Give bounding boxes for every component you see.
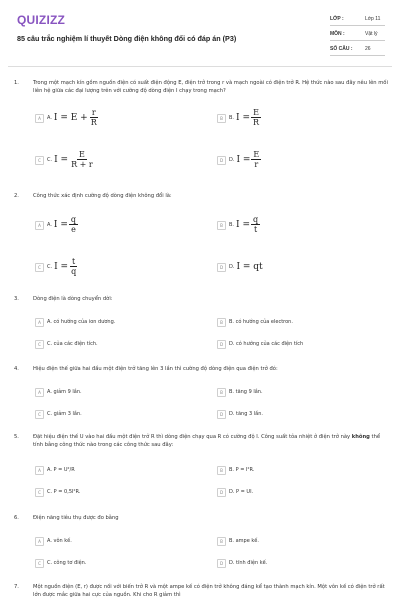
option-text: C. công tơ điện. (47, 560, 87, 566)
option-letter-box: B (217, 466, 226, 475)
header-divider (8, 66, 392, 67)
option-text: A. có hướng của ion dương. (47, 319, 116, 325)
question-number: 2. (14, 193, 19, 199)
option-d[interactable]: D D. I = qt (217, 261, 367, 274)
option-text: C. giảm 3 lần. (47, 411, 82, 417)
option-c[interactable] (35, 408, 185, 421)
option-b[interactable]: B B. I = $\frac{E}{R}$ (217, 112, 367, 125)
option-text: A. vôn kế. (47, 538, 72, 544)
option-text: D. tăng 3 lần. (229, 411, 263, 417)
option-letter-box: C (35, 156, 44, 165)
question-text: Đặt hiệu điện thế U vào hai đầu một điện trở R thì dòng điện chạy qua R có cường độ I. Công suất tỏa nhiệt ở điện trở này không thể tính bằng công thức nào trong các công thức sau đây: (33, 434, 381, 448)
question-text: Trong một mạch kín gồm nguồn điện có suất điện động E, điện trở trong r và mạch ngoài có điện trở R. Hệ thức nào sau đây nêu lên mối liên hệ giữa các đại lượng trên với cường độ dòng điện I chạy trong mạch? (33, 80, 388, 94)
option-text: A. giảm 9 lần. (47, 389, 82, 395)
option-c[interactable]: C C. I = $\frac{t}{q}$ (35, 261, 185, 274)
option-letter-box: B (217, 221, 226, 230)
question-text: Điện năng tiêu thụ được đo bằng (33, 515, 119, 521)
meta-class-value: Lớp 11 (365, 16, 381, 22)
option-b[interactable] (217, 386, 367, 399)
option-a[interactable] (35, 316, 185, 329)
option-letter-box: B (217, 537, 226, 546)
option-letter-box: D (217, 340, 226, 349)
option-a[interactable]: A A. I = E + $\frac{r}{R}$ (35, 112, 185, 125)
option-letter-box: A (35, 318, 44, 327)
question-text: Dòng điện là dòng chuyển dời: (33, 296, 113, 302)
option-letter-box: D (217, 559, 226, 568)
option-d[interactable] (217, 486, 367, 499)
option-letter-box: C (35, 488, 44, 497)
option-b[interactable] (217, 316, 367, 329)
option-letter-box: A (35, 221, 44, 230)
formula: I = qt (236, 262, 263, 272)
option-text: C. của các điện tích. (47, 341, 98, 347)
question-text: Công thức xác định cường độ dòng điện không đổi là: (33, 193, 172, 199)
formula-lhs: I = (236, 112, 250, 123)
option-letter-box: B (217, 318, 226, 327)
option-c[interactable] (35, 557, 185, 570)
formula-lhs: I = (53, 219, 68, 230)
option-letter-box: D (217, 156, 226, 165)
option-text: B. tăng 9 lần. (229, 389, 263, 395)
option-text: B. P = I²R. (229, 467, 255, 473)
option-text: B. ampe kế. (229, 538, 259, 544)
formula-lhs: I = E + (53, 112, 88, 123)
option-letter-box: C (35, 410, 44, 419)
meta-class-key: LỚP : (330, 16, 344, 22)
option-a[interactable] (35, 535, 185, 548)
formula-lhs: I = (54, 261, 69, 272)
question-number: 7. (14, 584, 19, 590)
formula-lhs: I = (236, 154, 251, 165)
option-text: D. có hướng của các điện tích (229, 341, 304, 347)
option-letter-box: A (35, 114, 44, 123)
formula-lhs: I = (236, 219, 250, 230)
meta-subject-key: MÔN : (330, 31, 345, 37)
option-b[interactable] (217, 535, 367, 548)
worksheet-header (0, 0, 400, 64)
worksheet-title: 85 câu trắc nghiệm lí thuyết Dòng điện không đổi có đáp án (P3) (17, 34, 237, 43)
option-letter-box: C (35, 263, 44, 272)
option-c[interactable] (35, 338, 185, 351)
meta-subject-value: Vật lý (365, 31, 378, 37)
meta-count-key: SỐ CÂU : (330, 46, 353, 52)
option-c[interactable] (35, 486, 185, 499)
option-a[interactable] (35, 464, 185, 477)
option-text: D. P = UI. (229, 489, 254, 495)
option-c[interactable]: C C. I = $\frac{E}{R + r}$ (35, 154, 185, 167)
option-letter-box: D (217, 263, 226, 272)
option-letter-box: A (35, 388, 44, 397)
option-letter-box: C (35, 559, 44, 568)
option-letter-box: B (217, 388, 226, 397)
option-letter-box: C (35, 340, 44, 349)
option-letter-box: D (217, 488, 226, 497)
option-d[interactable] (217, 408, 367, 421)
option-d[interactable] (217, 557, 367, 570)
option-text: D. tĩnh điện kế. (229, 560, 268, 566)
option-text: A. P = U²/R (47, 467, 75, 473)
question-text: Hiệu điện thế giữa hai đầu một điện trở tăng lên 3 lần thì cường độ dòng điện qua điện trở đó: (33, 366, 278, 372)
option-text: C. P = 0,5I²R. (47, 489, 81, 495)
option-letter-box: D (217, 410, 226, 419)
formula-lhs: I = (54, 154, 69, 165)
option-letter-box: A (35, 466, 44, 475)
option-letter-box: A (35, 537, 44, 546)
question-number: 1. (14, 80, 19, 86)
option-a[interactable] (35, 386, 185, 399)
question-number: 3. (14, 296, 19, 302)
option-d[interactable] (217, 338, 367, 351)
option-b[interactable] (217, 464, 367, 477)
option-b[interactable]: B B. I = $\frac{q}{t}$ (217, 219, 367, 232)
option-letter-box: B (217, 114, 226, 123)
question-number: 6. (14, 515, 19, 521)
meta-count-value: 26 (365, 46, 371, 52)
option-text: B. có hướng của electron. (229, 319, 293, 325)
question-number: 4. (14, 366, 19, 372)
option-d[interactable]: D D. I = $\frac{E}{r}$ (217, 154, 367, 167)
question-number: 5. (14, 434, 19, 440)
question-text: Một nguồn điện (E, r) được nối với biến trở R và một ampe kế có điện trở không đáng kể tạo thành mạch kín. Một vôn kế có điện trở rất lớn được mắc giữa hai cực của nguồn. Khi cho R giảm thì (33, 584, 385, 598)
quizizz-logo: QUIZIZZ (17, 13, 66, 27)
option-a[interactable]: A A. I = $\frac{q}{e}$ (35, 219, 185, 232)
